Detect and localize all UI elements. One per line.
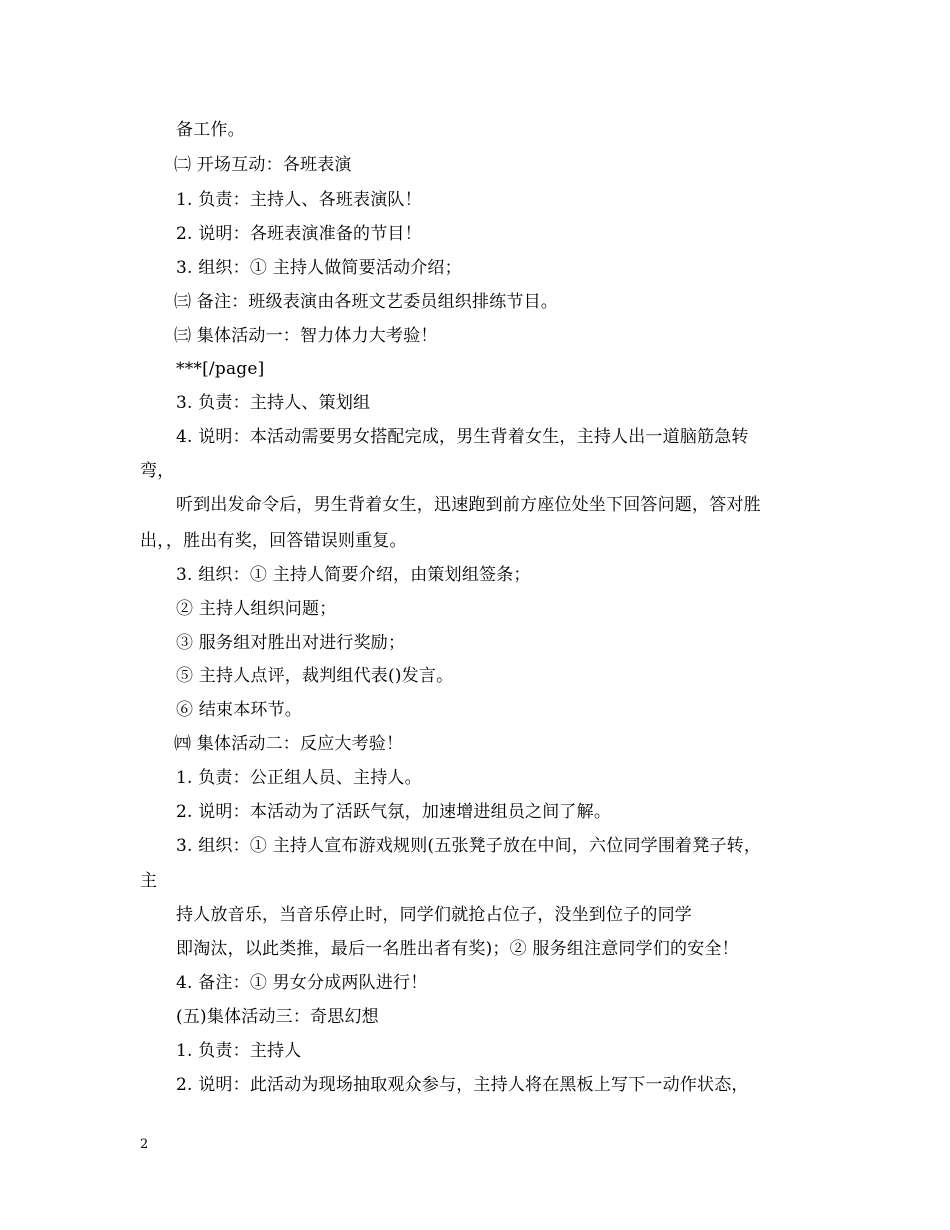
text-line: 持人放音乐，当音乐停止时，同学们就抢占位子，没坐到位子的同学 — [176, 905, 692, 925]
text-line: ***[/page] — [176, 359, 265, 379]
section-heading: ㈢ 备注：班级表演由各班文艺委员组织排练节目。 — [174, 292, 559, 312]
text-line: 弯， — [140, 461, 175, 481]
section-heading: ㈣ 集体活动二：反应大考验！ — [174, 734, 404, 754]
page-number: 2 — [140, 1137, 149, 1152]
list-item: ③ 服务组对胜出对进行奖励； — [176, 633, 406, 653]
section-heading: (五)集体活动三：奇思幻想 — [176, 1007, 379, 1027]
list-item: 3. 负责：主持人、策划组 — [176, 393, 371, 413]
list-item: 2. 说明：本活动为了活跃气氛，加速增进组员之间了解。 — [176, 802, 612, 822]
list-item: 4. 说明：本活动需要男女搭配完成，男生背着女生，主持人出一道脑筋急转 — [176, 427, 749, 447]
list-item: 3. 组织：① 主持人简要介绍，由策划组签条； — [176, 565, 531, 585]
text-line: 听到出发命令后，男生背着女生，迅速跑到前方座位处坐下回答问题，答对胜 — [176, 495, 761, 515]
list-item: 1. 负责：主持人、各班表演队！ — [176, 190, 422, 210]
list-item: ⑥ 结束本环节。 — [176, 700, 303, 720]
text-line: 主 — [140, 871, 158, 891]
text-line: 即淘汰，以此类推，最后一名胜出者有奖)；② 服务组注意同学们的安全！ — [176, 939, 739, 959]
list-item: 2. 说明：各班表演准备的节目！ — [176, 224, 422, 244]
list-item: 2. 说明：此活动为现场抽取观众参与，主持人将在黑板上写下一动作状态， — [176, 1075, 749, 1095]
list-item: ⑤ 主持人点评，裁判组代表()发言。 — [176, 666, 454, 686]
section-heading: ㈡ 开场互动：各班表演 — [174, 155, 352, 175]
list-item: 3. 组织：① 主持人宣布游戏规则(五张凳子放在中间，六位同学围着凳子转， — [176, 836, 762, 856]
section-heading: ㈢ 集体活动一：智力体力大考验！ — [174, 326, 438, 346]
list-item: 1. 负责：公正组人员、主持人。 — [176, 768, 422, 788]
text-line: 出，，胜出有奖，回答错误则重复。 — [140, 531, 407, 551]
list-item: ② 主持人组织问题； — [176, 599, 337, 619]
list-item: 4. 备注：① 男女分成两队进行！ — [176, 973, 428, 993]
list-item: 3. 组织：① 主持人做简要活动介绍； — [176, 258, 462, 278]
list-item: 1. 负责：主持人 — [176, 1041, 302, 1061]
text-line: 备工作。 — [176, 120, 245, 140]
